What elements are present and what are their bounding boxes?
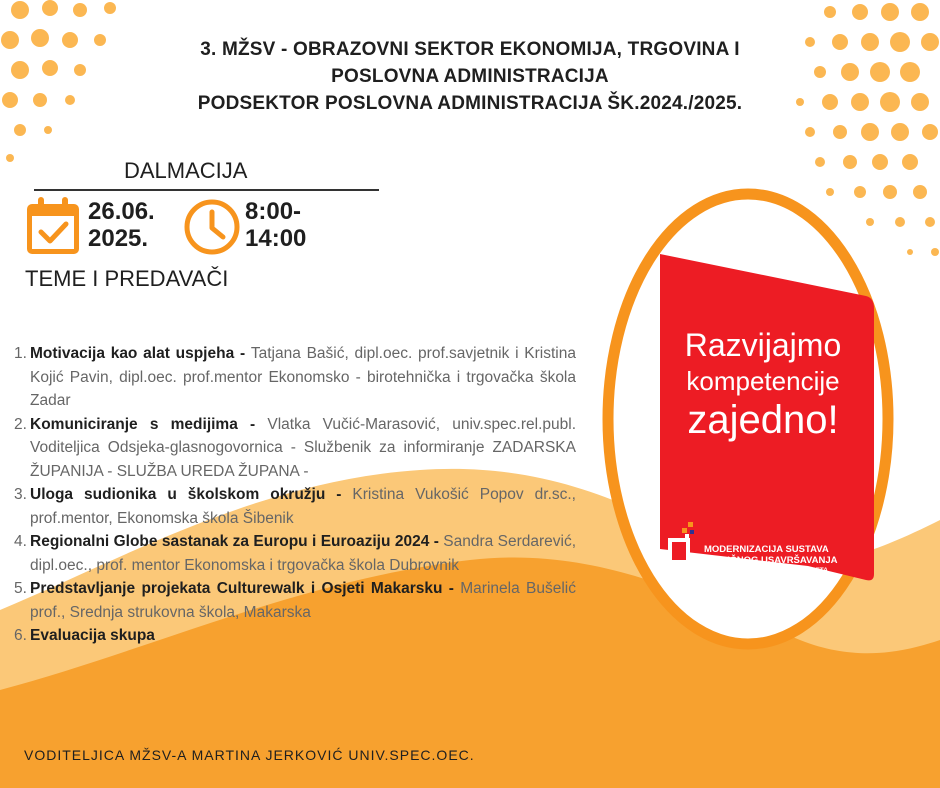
item-number: 2. bbox=[14, 415, 27, 433]
slogan-line-3: zajedno! bbox=[687, 398, 839, 442]
logo-line-2: STRUČNOG USAVRŠAVANJA bbox=[704, 555, 838, 566]
item-text: Vlatka Vučić-Marasović, univ.spec.rel.publ. Voditeljica Odsjeka-glasnogovornica - Službenik za informiranje ZADARSKA ŽUPANIJA - SLUŽBA UREDA ŽUPANA - bbox=[30, 415, 576, 480]
project-logo-icon bbox=[666, 520, 696, 566]
item-number: 6. bbox=[14, 627, 27, 644]
item-number: 4. bbox=[14, 533, 27, 550]
dot-pattern-left bbox=[1, 0, 116, 162]
list-item bbox=[10, 624, 576, 648]
clock-icon bbox=[182, 197, 242, 257]
logo-line-3: NASTAVNIKA STRUKOVNIH PREDMETA bbox=[704, 567, 828, 574]
item-text: Tatjana Bašić, dipl.oec. prof.savjetnik i Kristina Kojić Pavin, dipl.oec. prof.mentor Ekonomsko - birotehnička i trgovačka škola Zadar bbox=[30, 345, 576, 409]
time-line-2: 14:00 bbox=[245, 225, 307, 252]
item-title: Uloga sudionika u školskom okružju - bbox=[30, 486, 353, 503]
item-number: 3. bbox=[14, 486, 27, 503]
badge-slogan bbox=[658, 326, 868, 442]
slogan-line-1: Razvijajmo bbox=[684, 327, 842, 363]
topics-heading: TEME I PREDAVAČI bbox=[25, 266, 229, 291]
calendar-check-icon bbox=[24, 196, 82, 258]
title-line-1: 3. MŽSV - OBRAZOVNI SEKTOR EKONOMIJA, TRGOVINA I bbox=[200, 39, 740, 60]
time-line-1: 8:00- bbox=[245, 198, 302, 225]
item-title: Predstavljanje projekata Culturewalk i Osjeti Makarsku - bbox=[30, 580, 461, 597]
list-item bbox=[10, 342, 576, 413]
title-line-2: POSLOVNA ADMINISTRACIJA bbox=[331, 66, 609, 87]
title-line-3: PODSEKTOR POSLOVNA ADMINISTRACIJA ŠK.2024./2025. bbox=[197, 93, 743, 114]
list-item bbox=[10, 483, 576, 530]
item-title: Evaluacija skupa bbox=[30, 627, 155, 644]
page-title bbox=[100, 36, 840, 117]
list-item bbox=[10, 413, 576, 484]
item-text: Kristina Vukošić Popov dr.sc., prof.mentor, Ekonomska škola Šibenik bbox=[30, 486, 576, 527]
topics-list bbox=[10, 342, 576, 648]
item-title: Motivacija kao alat uspjeha - bbox=[30, 345, 251, 362]
item-text: Sandra Serdarević, dipl.oec., prof. mentor Ekonomska i trgovačka škola Dubrovnik bbox=[30, 533, 577, 574]
project-logo-text bbox=[704, 544, 864, 575]
item-number: 5. bbox=[14, 580, 27, 597]
item-title: Regionalni Globe sastanak za Europu i Euroaziju 2024 - bbox=[30, 533, 444, 550]
item-title: Komuniciranje s medijima - bbox=[30, 415, 268, 433]
event-date bbox=[88, 198, 155, 252]
date-line-1: 26.06. bbox=[88, 198, 155, 225]
slogan-line-2: kompetencije bbox=[686, 366, 840, 396]
date-line-2: 2025. bbox=[88, 225, 149, 252]
event-time bbox=[245, 198, 306, 252]
region-divider bbox=[34, 189, 379, 191]
footer-organizer: VODITELJICA MŽSV-A MARTINA JERKOVIĆ UNIV.SPEC.OEC. bbox=[24, 747, 475, 763]
logo-line-1: MODERNIZACIJA SUSTAVA bbox=[704, 544, 829, 555]
list-item bbox=[10, 577, 576, 624]
item-number: 1. bbox=[14, 345, 27, 362]
region-label: DALMACIJA bbox=[124, 158, 248, 183]
list-item bbox=[10, 530, 576, 577]
item-text: Marinela Bušelić prof., Srednja strukovna škola, Makarska bbox=[30, 580, 577, 621]
